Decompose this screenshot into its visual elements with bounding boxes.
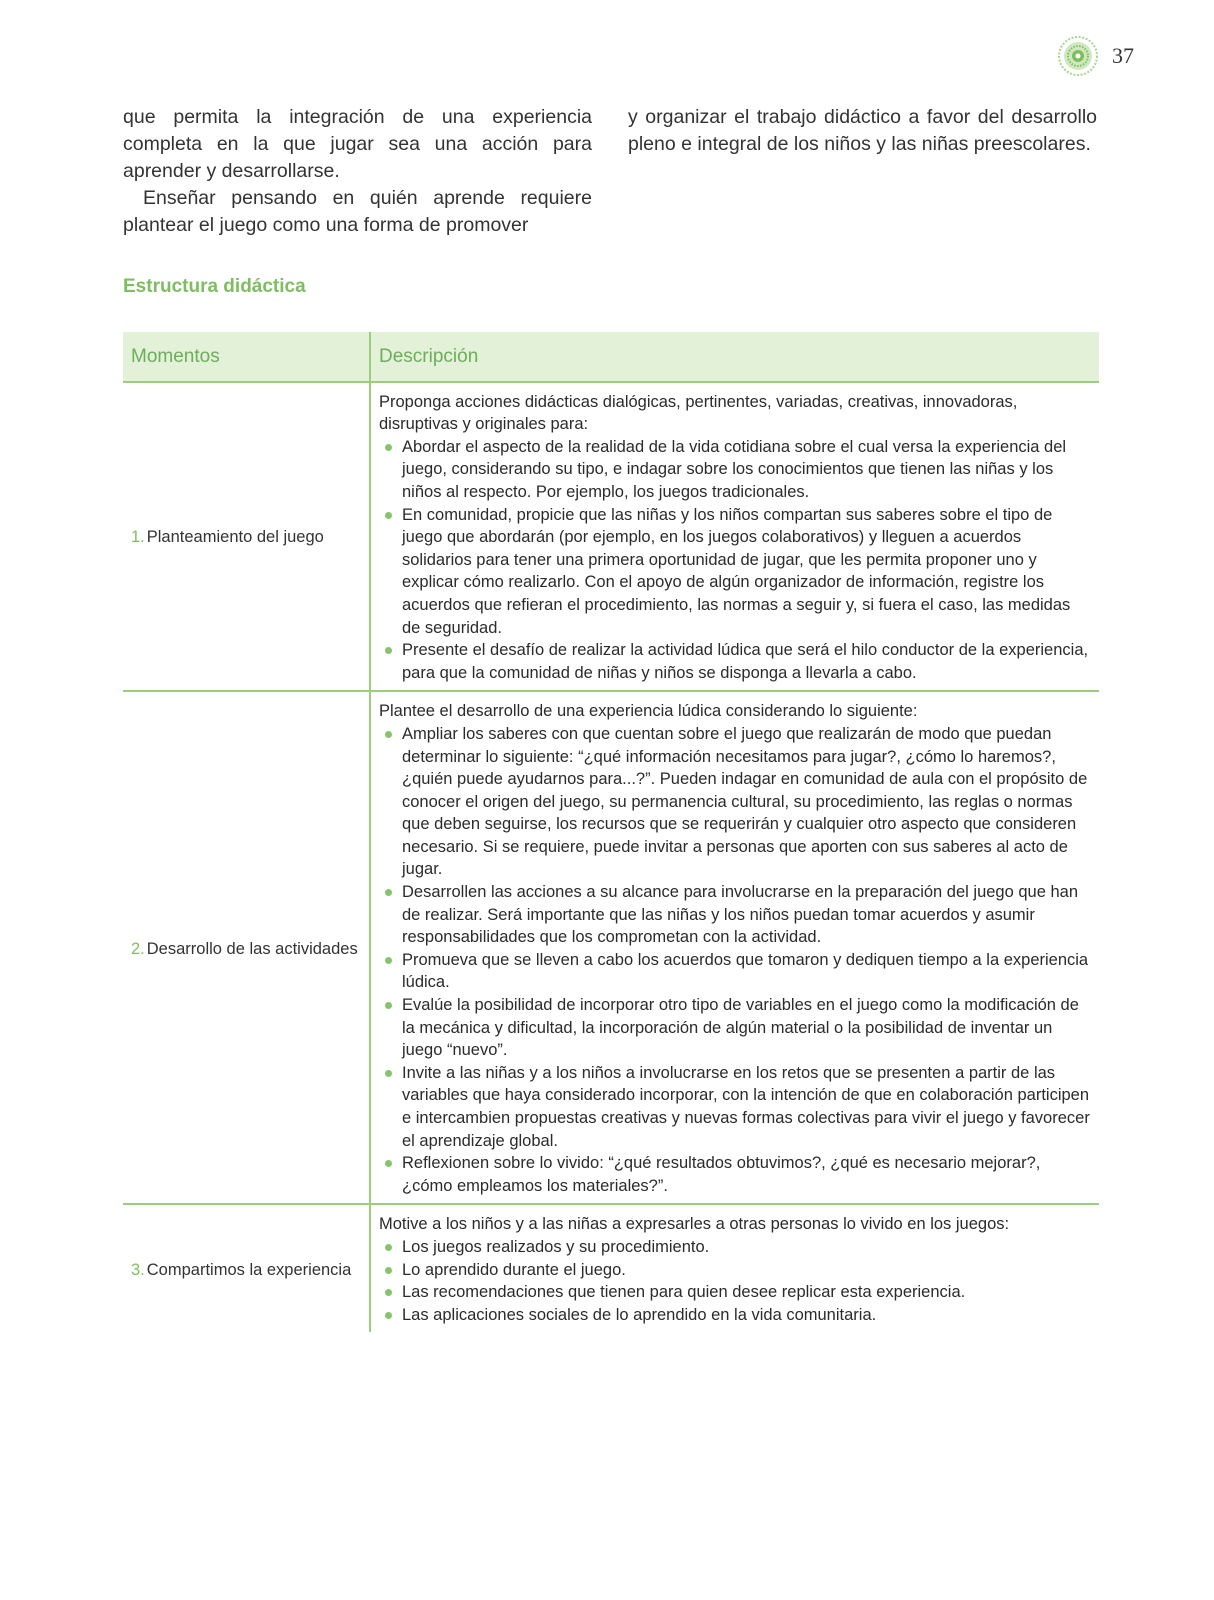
list-item: Evalúe la posibilidad de incorporar otro tipo de variables en el juego como la modificación de la mecánica y dificultad, la incorporación de algún material o la posibilidad de inventar un juego “nuevo”. <box>379 994 1091 1062</box>
section-title: Estructura didáctica <box>123 276 306 297</box>
intro-text <box>123 104 1097 239</box>
intro-paragraph: que permita la integración de una experiencia completa en la que jugar sea una acción para aprender y desarrollarse. <box>123 106 592 182</box>
green-sun-emblem-icon <box>1058 36 1098 76</box>
description-intro: Plantee el desarrollo de una experiencia lúdica considerando lo siguiente: <box>379 702 918 721</box>
didactic-structure-table <box>123 332 1099 1332</box>
column-header-descripcion: Descripción <box>370 332 1099 382</box>
page-header <box>1058 36 1134 76</box>
list-item: Invite a las niñas y a los niños a involucrarse en los retos que se presenten a partir de las variables que haya considerado incorporar, con la intención de que en colaboración participen e intercambien propuestas creativas y nuevas formas colectivas para vivir el juego y favorecer el aprendizaje global. <box>379 1062 1091 1152</box>
table-row <box>123 1204 1099 1332</box>
description-intro: Motive a los niños y a las niñas a expresarles a otras personas lo vivido en los juegos: <box>379 1215 1010 1234</box>
moment-cell <box>123 382 370 692</box>
moment-number: 3. <box>131 1260 145 1279</box>
column-header-momentos: Momentos <box>123 332 370 382</box>
list-item: Reflexionen sobre lo vivido: “¿qué resultados obtuvimos?, ¿qué es necesario mejorar?, ¿cómo empleamos los materiales?”. <box>379 1152 1091 1197</box>
bullet-list <box>379 723 1091 1197</box>
bullet-list <box>379 436 1091 685</box>
description-cell <box>370 1204 1099 1332</box>
description-cell <box>370 691 1099 1204</box>
moment-label: Desarrollo de las actividades <box>146 939 358 958</box>
description-intro: Proponga acciones didácticas dialógicas, pertinentes, variadas, creativas, innovadoras, disruptivas y originales para: <box>379 392 1018 434</box>
list-item: Lo aprendido durante el juego. <box>379 1259 1091 1282</box>
intro-paragraph: Enseñar pensando en quién aprende requiere plantear el juego como una forma de promover <box>123 187 592 236</box>
list-item: Las recomendaciones que tienen para quien desee replicar esta experiencia. <box>379 1281 1091 1304</box>
moment-number: 1. <box>131 528 145 547</box>
bullet-list <box>379 1236 1091 1326</box>
list-item: Abordar el aspecto de la realidad de la vida cotidiana sobre el cual versa la experiencia del juego, considerando su tipo, e indagar sobre los conocimientos que tienen las niñas y los niños al respecto. Por ejemplo, los juegos tradicionales. <box>379 436 1091 504</box>
list-item: Las aplicaciones sociales de lo aprendido en la vida comunitaria. <box>379 1304 1091 1327</box>
moment-label: Planteamiento del juego <box>146 528 324 547</box>
table-row <box>123 382 1099 692</box>
intro-left-column <box>123 104 592 239</box>
moment-cell <box>123 1204 370 1332</box>
list-item: Promueva que se lleven a cabo los acuerdos que tomaron y dediquen tiempo a la experiencia lúdica. <box>379 949 1091 994</box>
table-header-row <box>123 332 1099 382</box>
table-row <box>123 691 1099 1204</box>
moment-number: 2. <box>131 939 145 958</box>
list-item: Ampliar los saberes con que cuentan sobre el juego que realizarán de modo que puedan determinar lo siguiente: “¿qué información necesitamos para jugar?, ¿cómo lo haremos?, ¿quién puede ayudarnos para...?”. Pueden indagar en comunidad de aula con el propósito de conocer el origen del juego, su permanencia cultural, su procedimiento, las reglas o normas que deben seguirse, los recursos que se requerirán y cualquier otro aspecto que consideren necesario. Si se requiere, puede invitar a personas que aporten con sus saberes al acto de jugar. <box>379 723 1091 881</box>
description-cell <box>370 382 1099 692</box>
list-item: Los juegos realizados y su procedimiento. <box>379 1236 1091 1259</box>
list-item: Desarrollen las acciones a su alcance para involucrarse en la preparación del juego que han de realizar. Será importante que las niñas y los niños puedan tomar acuerdos y asumir responsabilidades que los comprometan con la actividad. <box>379 881 1091 949</box>
moment-label: Compartimos la experiencia <box>146 1260 352 1279</box>
list-item: En comunidad, propicie que las niñas y los niños compartan sus saberes sobre el tipo de juego que abordarán (por ejemplo, en los juegos colaborativos) y lleguen a acuerdos solidarios para tener una primera oportunidad de jugar, que les permita proponer uno y explicar cómo realizarlo. Con el apoyo de algún organizador de información, registre los acuerdos que refieran el procedimiento, las normas a seguir y, si fuera el caso, las medidas de seguridad. <box>379 504 1091 640</box>
intro-right-column <box>628 104 1097 239</box>
intro-paragraph: y organizar el trabajo didáctico a favor del desarrollo pleno e integral de los niños y las niñas preescolares. <box>628 106 1097 155</box>
page-number: 37 <box>1112 43 1134 68</box>
list-item: Presente el desafío de realizar la actividad lúdica que será el hilo conductor de la experiencia, para que la comunidad de niñas y niños se disponga a llevarla a cabo. <box>379 639 1091 684</box>
moment-cell <box>123 691 370 1204</box>
